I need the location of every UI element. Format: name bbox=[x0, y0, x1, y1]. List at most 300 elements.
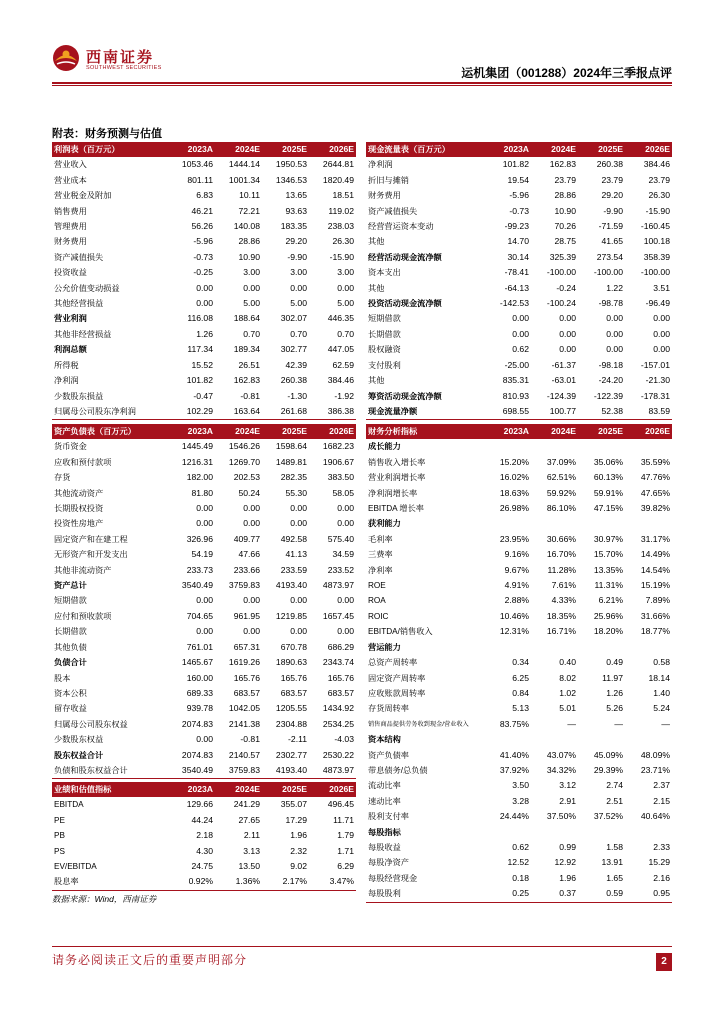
table-row bbox=[52, 671, 356, 686]
value-cell bbox=[578, 439, 625, 454]
value-cell: 0.37 bbox=[531, 886, 578, 902]
table-row bbox=[366, 578, 672, 593]
table-row bbox=[52, 593, 356, 608]
value-cell: 28.75 bbox=[554, 236, 576, 247]
value-cell bbox=[531, 640, 578, 655]
value-cell: 14.54% bbox=[640, 564, 670, 575]
value-cell bbox=[531, 439, 578, 454]
value-cell: 3.00 bbox=[290, 267, 307, 278]
value-cell: 0.00 bbox=[196, 518, 213, 529]
value-cell: 18.77% bbox=[640, 626, 670, 637]
value-cell: 72.21 bbox=[238, 205, 260, 216]
value-cell: 1.79 bbox=[337, 830, 354, 841]
value-cell bbox=[484, 439, 531, 454]
value-cell: 26.51 bbox=[238, 359, 260, 370]
value-cell: 29.20 bbox=[601, 190, 623, 201]
value-cell: 15.19% bbox=[640, 580, 670, 591]
value-cell: -98.18 bbox=[598, 359, 623, 370]
value-cell: 3540.49 bbox=[168, 763, 215, 779]
value-cell: 18.20% bbox=[593, 626, 623, 637]
value-cell: 260.38 bbox=[280, 375, 307, 386]
table-row bbox=[366, 296, 672, 311]
row-label-cell: 总资产周转率 bbox=[368, 658, 418, 668]
value-cell: 46.21 bbox=[191, 205, 213, 216]
value-cell: 1.36% bbox=[215, 874, 262, 890]
table-row bbox=[52, 455, 356, 470]
value-cell: 9.67% bbox=[504, 564, 529, 575]
row-label-cell: 其他 bbox=[368, 376, 385, 386]
value-cell: 165.76 bbox=[233, 672, 260, 683]
value-cell: 1434.92 bbox=[322, 703, 354, 714]
value-cell: -2.11 bbox=[288, 734, 307, 745]
value-cell: 11.31% bbox=[594, 580, 623, 591]
value-cell: 19.54 bbox=[507, 174, 529, 185]
row-label-cell: 固定资产和在建工程 bbox=[54, 534, 128, 544]
row-label-cell: 毛利率 bbox=[368, 534, 393, 544]
year-header-cell: 2024E bbox=[215, 782, 262, 797]
value-cell: 0.00 bbox=[512, 328, 529, 339]
value-cell: -100.24 bbox=[546, 298, 576, 309]
value-cell: 12.92 bbox=[554, 857, 576, 868]
row-label-cell: 营业成本 bbox=[54, 175, 87, 185]
value-cell: 5.24 bbox=[653, 703, 670, 714]
value-cell: 670.78 bbox=[280, 641, 307, 652]
value-cell: 58.05 bbox=[332, 487, 354, 498]
table-row bbox=[366, 532, 672, 547]
value-cell: 0.00 bbox=[196, 595, 213, 606]
row-label-cell: 带息债务/总负债 bbox=[368, 765, 428, 775]
footer-divider bbox=[52, 946, 672, 947]
value-cell: 140.08 bbox=[233, 221, 260, 232]
value-cell: 2644.81 bbox=[322, 159, 354, 170]
value-cell: 4.91% bbox=[504, 580, 529, 591]
table-row bbox=[366, 265, 672, 280]
table-row bbox=[52, 342, 356, 357]
value-cell: 12.52 bbox=[507, 857, 529, 868]
value-cell: -96.49 bbox=[645, 298, 670, 309]
value-cell: -157.01 bbox=[640, 359, 670, 370]
value-cell: 41.13 bbox=[285, 549, 307, 560]
value-cell: 4193.40 bbox=[262, 763, 309, 779]
value-cell: 0.00 bbox=[196, 298, 213, 309]
row-label-cell: EV/EBITDA bbox=[54, 862, 97, 872]
value-cell: 2141.38 bbox=[228, 718, 260, 729]
value-cell: 1205.55 bbox=[275, 703, 307, 714]
row-label-cell: 其他 bbox=[368, 283, 385, 293]
row-label-cell: 负债合计 bbox=[54, 658, 87, 668]
value-cell bbox=[578, 640, 625, 655]
row-label-cell: 投资性房地产 bbox=[54, 519, 104, 529]
value-cell: 2.18 bbox=[196, 830, 213, 841]
row-label-cell: 其他流动资产 bbox=[54, 488, 104, 498]
value-cell bbox=[625, 640, 672, 655]
row-label-cell: 少数股东损益 bbox=[54, 391, 104, 401]
value-cell bbox=[484, 516, 531, 531]
value-cell: 0.84 bbox=[512, 687, 529, 698]
table-row bbox=[366, 250, 672, 265]
row-label-cell: 利润总额 bbox=[54, 345, 87, 355]
value-cell: 0.34 bbox=[512, 657, 529, 668]
row-label-cell: 公允价值变动损益 bbox=[54, 283, 120, 293]
value-cell: 55.30 bbox=[285, 487, 307, 498]
row-label-cell: 销售收入增长率 bbox=[368, 457, 426, 467]
table-row bbox=[52, 624, 356, 639]
value-cell: 14.49% bbox=[640, 549, 670, 560]
value-cell: 0.00 bbox=[290, 626, 307, 637]
value-cell: 37.50% bbox=[546, 811, 576, 822]
value-cell: 15.29 bbox=[648, 857, 670, 868]
value-cell bbox=[625, 732, 672, 747]
value-cell: 3.47% bbox=[309, 874, 356, 890]
value-cell: 446.35 bbox=[327, 313, 354, 324]
value-cell: 182.00 bbox=[186, 472, 213, 483]
year-header-cell: 2025E bbox=[262, 424, 309, 439]
value-cell bbox=[484, 732, 531, 747]
row-label-cell: 销售费用 bbox=[54, 206, 87, 216]
value-cell: 386.38 bbox=[309, 404, 356, 420]
header-divider bbox=[52, 82, 672, 84]
table-title-cell: 财务分析指标 bbox=[366, 424, 484, 439]
value-cell: 41.65 bbox=[601, 236, 623, 247]
value-cell: 62.59 bbox=[332, 359, 354, 370]
value-cell: 41.40% bbox=[499, 749, 529, 760]
value-cell bbox=[578, 732, 625, 747]
table-row bbox=[366, 358, 672, 373]
value-cell: -24.20 bbox=[598, 375, 623, 386]
value-cell: 15.20% bbox=[499, 456, 529, 467]
value-cell: 683.57 bbox=[280, 687, 307, 698]
value-cell: 2.91 bbox=[559, 795, 576, 806]
value-cell: 3.12 bbox=[559, 780, 576, 791]
value-cell: 0.00 bbox=[243, 595, 260, 606]
value-cell: 13.65 bbox=[285, 190, 307, 201]
value-cell: 1346.53 bbox=[275, 174, 307, 185]
row-label-cell: 股息率 bbox=[52, 874, 168, 890]
value-cell: 2.11 bbox=[243, 830, 260, 841]
value-cell: 0.00 bbox=[196, 734, 213, 745]
value-cell: 0.40 bbox=[559, 657, 576, 668]
valuation-table bbox=[52, 782, 356, 891]
year-header-cell: 2023A bbox=[168, 142, 215, 157]
value-cell: — bbox=[614, 718, 623, 729]
table-row bbox=[366, 501, 672, 516]
table-row bbox=[366, 389, 672, 404]
table-row bbox=[366, 157, 672, 172]
row-label-cell: 销售商品提供劳务收到现金/营业收入 bbox=[368, 720, 469, 728]
table-row bbox=[366, 327, 672, 342]
value-cell: 302.07 bbox=[280, 313, 307, 324]
value-cell: 16.02% bbox=[499, 472, 529, 483]
table-row bbox=[52, 250, 356, 265]
value-cell: -64.13 bbox=[504, 282, 529, 293]
table-row bbox=[52, 219, 356, 234]
value-cell: 28.86 bbox=[554, 190, 576, 201]
value-cell: 35.06% bbox=[593, 456, 623, 467]
value-cell: 241.29 bbox=[233, 799, 260, 810]
row-label-cell: 财务费用 bbox=[54, 237, 87, 247]
value-cell: 43.07% bbox=[546, 749, 576, 760]
table-row bbox=[366, 886, 672, 902]
value-cell: 62.51% bbox=[546, 472, 576, 483]
value-cell: 1.26 bbox=[606, 687, 623, 698]
table-row bbox=[366, 563, 672, 578]
row-label-cell: 短期借款 bbox=[368, 314, 401, 324]
row-label-cell: 归属母公司股东净利润 bbox=[52, 404, 168, 420]
value-cell: 39.82% bbox=[640, 503, 670, 514]
value-cell: 1890.63 bbox=[275, 657, 307, 668]
value-cell: 183.35 bbox=[280, 221, 307, 232]
table-row bbox=[52, 389, 356, 404]
value-cell: 129.66 bbox=[186, 799, 213, 810]
table-title-cell: 业绩和估值指标 bbox=[52, 782, 168, 797]
value-cell: 24.75 bbox=[191, 861, 213, 872]
value-cell: 47.65% bbox=[640, 487, 670, 498]
value-cell: 0.00 bbox=[243, 626, 260, 637]
value-cell: 9.16% bbox=[504, 549, 529, 560]
table-row bbox=[52, 486, 356, 501]
value-cell: 7.89% bbox=[645, 595, 670, 606]
table-row bbox=[366, 234, 672, 249]
value-cell: 45.09% bbox=[593, 749, 623, 760]
value-cell: 2.74 bbox=[606, 780, 623, 791]
value-cell: -63.01 bbox=[551, 375, 576, 386]
value-cell: -99.23 bbox=[504, 221, 529, 232]
value-cell: 383.50 bbox=[327, 472, 354, 483]
value-cell: 0.00 bbox=[653, 313, 670, 324]
value-cell: 37.92% bbox=[499, 764, 529, 775]
value-cell: 496.45 bbox=[327, 799, 354, 810]
value-cell: 447.05 bbox=[327, 344, 354, 355]
table-row bbox=[52, 844, 356, 859]
row-label-cell: 负债和股东权益合计 bbox=[52, 763, 168, 779]
row-label-cell: 资产减值损失 bbox=[54, 252, 104, 262]
row-label-cell: 其他非流动资产 bbox=[54, 565, 112, 575]
value-cell: -78.41 bbox=[504, 267, 529, 278]
value-cell: 0.00 bbox=[243, 503, 260, 514]
row-label-cell: 资本公积 bbox=[54, 688, 87, 698]
value-cell: 11.28% bbox=[547, 564, 576, 575]
row-label-cell: 投资收益 bbox=[54, 268, 87, 278]
value-cell: 12.31% bbox=[499, 626, 529, 637]
table-row bbox=[52, 470, 356, 485]
value-cell: 1001.34 bbox=[228, 174, 260, 185]
balance-sheet-table bbox=[52, 424, 356, 779]
table-row bbox=[366, 609, 672, 624]
value-cell: 3.28 bbox=[512, 795, 529, 806]
table-row bbox=[52, 265, 356, 280]
table-row bbox=[52, 296, 356, 311]
value-cell: 83.59 bbox=[625, 404, 672, 420]
value-cell: 11.71 bbox=[333, 814, 354, 825]
value-cell: 0.00 bbox=[243, 518, 260, 529]
page-number: 2 bbox=[656, 953, 672, 971]
value-cell: -15.90 bbox=[645, 205, 670, 216]
value-cell: -1.30 bbox=[287, 390, 307, 401]
value-cell: 0.00 bbox=[337, 518, 354, 529]
value-cell: 0.00 bbox=[196, 282, 213, 293]
value-cell: 2.51 bbox=[606, 795, 623, 806]
value-cell: 30.14 bbox=[507, 251, 529, 262]
value-cell: 0.25 bbox=[484, 886, 531, 902]
table-row bbox=[52, 640, 356, 655]
value-cell: 0.00 bbox=[606, 344, 623, 355]
table-title-cell: 利润表（百万元） bbox=[52, 142, 168, 157]
value-cell: 233.66 bbox=[233, 564, 260, 575]
value-cell: 37.52% bbox=[593, 811, 623, 822]
value-cell: 9.02 bbox=[290, 861, 307, 872]
table-row bbox=[52, 188, 356, 203]
value-cell: 1906.67 bbox=[322, 456, 354, 467]
value-cell: 47.15% bbox=[593, 503, 623, 514]
income-statement-table bbox=[52, 142, 356, 420]
value-cell: 0.00 bbox=[606, 313, 623, 324]
value-cell: 34.59 bbox=[332, 549, 354, 560]
row-label-cell: 净利率 bbox=[368, 565, 393, 575]
value-cell bbox=[625, 439, 672, 454]
value-cell: 29.20 bbox=[285, 236, 307, 247]
row-label-cell: ROA bbox=[368, 596, 386, 606]
value-cell: 326.96 bbox=[186, 533, 213, 544]
row-label-cell: 净利润 bbox=[54, 376, 79, 386]
value-cell: 48.09% bbox=[640, 749, 670, 760]
value-cell: 23.95% bbox=[499, 533, 529, 544]
row-label-cell: 筹资活动现金流净额 bbox=[368, 391, 442, 401]
table-row bbox=[366, 624, 672, 639]
value-cell: 101.82 bbox=[502, 159, 529, 170]
row-label-cell: 短期借款 bbox=[54, 596, 87, 606]
value-cell: 1546.26 bbox=[228, 441, 260, 452]
value-cell: 6.21% bbox=[598, 595, 623, 606]
value-cell: 1.22 bbox=[606, 282, 623, 293]
value-cell: 14.70 bbox=[507, 236, 529, 247]
source-note: 数据来源：Wind，西南证券 bbox=[52, 894, 157, 904]
value-cell: 47.66 bbox=[238, 549, 260, 560]
table-row bbox=[52, 797, 356, 812]
table-row bbox=[52, 234, 356, 249]
value-cell: 698.55 bbox=[484, 404, 531, 420]
row-label-cell: 股东权益合计 bbox=[54, 750, 104, 760]
value-cell: 238.03 bbox=[327, 221, 354, 232]
value-cell: 0.59 bbox=[578, 886, 625, 902]
year-header-cell: 2026E bbox=[625, 142, 672, 157]
value-cell: 657.31 bbox=[233, 641, 260, 652]
value-cell: 5.13 bbox=[512, 703, 529, 714]
value-cell: 3.00 bbox=[243, 267, 260, 278]
row-label-cell: 获利能力 bbox=[368, 519, 401, 529]
table-row bbox=[52, 655, 356, 670]
value-cell: 3759.83 bbox=[215, 763, 262, 779]
value-cell: — bbox=[567, 718, 576, 729]
row-label-cell: 成长能力 bbox=[368, 442, 401, 452]
value-cell: 2.37 bbox=[653, 780, 670, 791]
row-label-cell: 经营活动现金流净额 bbox=[368, 252, 442, 262]
value-cell: 1053.46 bbox=[181, 159, 213, 170]
table-row bbox=[52, 358, 356, 373]
value-cell: 50.24 bbox=[238, 487, 260, 498]
value-cell: 47.76% bbox=[640, 472, 670, 483]
table-row bbox=[52, 281, 356, 296]
value-cell: -0.47 bbox=[193, 390, 213, 401]
year-header-cell: 2025E bbox=[262, 142, 309, 157]
table-row bbox=[366, 311, 672, 326]
value-cell: 1.02 bbox=[559, 687, 576, 698]
value-cell: 3759.83 bbox=[228, 580, 260, 591]
value-cell: 6.25 bbox=[512, 672, 529, 683]
value-cell bbox=[625, 825, 672, 840]
value-cell: 102.29 bbox=[168, 404, 215, 420]
table-row bbox=[366, 640, 672, 655]
value-cell: 0.00 bbox=[512, 313, 529, 324]
value-cell: -100.00 bbox=[546, 267, 576, 278]
value-cell: 101.82 bbox=[186, 375, 213, 386]
row-label-cell: EBITDA/销售收入 bbox=[368, 627, 433, 637]
value-cell: -15.90 bbox=[329, 251, 354, 262]
row-label-cell: 营业利润 bbox=[54, 314, 87, 324]
table-header-row bbox=[52, 782, 356, 797]
row-label-cell: EBITDA 增长率 bbox=[368, 504, 424, 514]
row-label-cell: 每股指标 bbox=[368, 827, 401, 837]
value-cell: 18.63% bbox=[499, 487, 529, 498]
value-cell: 202.53 bbox=[233, 472, 260, 483]
row-label-cell: 留存收益 bbox=[54, 704, 87, 714]
value-cell: 2.17% bbox=[262, 874, 309, 890]
value-cell: 6.29 bbox=[337, 861, 354, 872]
table-title-cell: 现金流量表（百万元） bbox=[366, 142, 484, 157]
table-row bbox=[52, 157, 356, 172]
row-label-cell: 其他 bbox=[368, 237, 385, 247]
value-cell: 165.76 bbox=[327, 672, 354, 683]
value-cell: 704.65 bbox=[186, 610, 213, 621]
row-label-cell: ROIC bbox=[368, 611, 389, 621]
value-cell: 1042.05 bbox=[228, 703, 260, 714]
value-cell: 4193.40 bbox=[275, 580, 307, 591]
value-cell: 1.96 bbox=[559, 872, 576, 883]
table-row bbox=[366, 778, 672, 793]
value-cell: 13.91 bbox=[601, 857, 623, 868]
value-cell: 162.83 bbox=[549, 159, 576, 170]
table-row bbox=[366, 732, 672, 747]
value-cell: 5.00 bbox=[337, 298, 354, 309]
value-cell: 117.34 bbox=[187, 344, 213, 355]
value-cell: 2.16 bbox=[653, 872, 670, 883]
row-label-cell: 应收和预付款项 bbox=[54, 457, 112, 467]
value-cell: 0.00 bbox=[290, 282, 307, 293]
table-row bbox=[366, 188, 672, 203]
table-row bbox=[366, 516, 672, 531]
table-row bbox=[366, 593, 672, 608]
year-header-cell: 2025E bbox=[578, 142, 625, 157]
value-cell: 2.15 bbox=[653, 795, 670, 806]
value-cell: 0.00 bbox=[337, 595, 354, 606]
value-cell: 3.13 bbox=[243, 845, 260, 856]
table-title-cell: 资产负债表（百万元） bbox=[52, 424, 168, 439]
row-label-cell: 三费率 bbox=[368, 550, 393, 560]
table-row bbox=[366, 855, 672, 870]
row-label-cell: 资产负债率 bbox=[368, 750, 409, 760]
row-label-cell: PB bbox=[54, 831, 65, 841]
table-header-row bbox=[52, 424, 356, 439]
value-cell: 0.70 bbox=[337, 328, 354, 339]
value-cell: 1598.64 bbox=[275, 441, 307, 452]
value-cell: 1.65 bbox=[606, 872, 623, 883]
table-header-row bbox=[366, 142, 672, 157]
table-row bbox=[366, 404, 672, 420]
value-cell bbox=[531, 732, 578, 747]
logo-text-cn: 西南证券 bbox=[86, 49, 155, 66]
row-label-cell: 每股经营现金 bbox=[368, 873, 418, 883]
value-cell: 1682.23 bbox=[322, 441, 354, 452]
value-cell: -9.90 bbox=[603, 205, 623, 216]
